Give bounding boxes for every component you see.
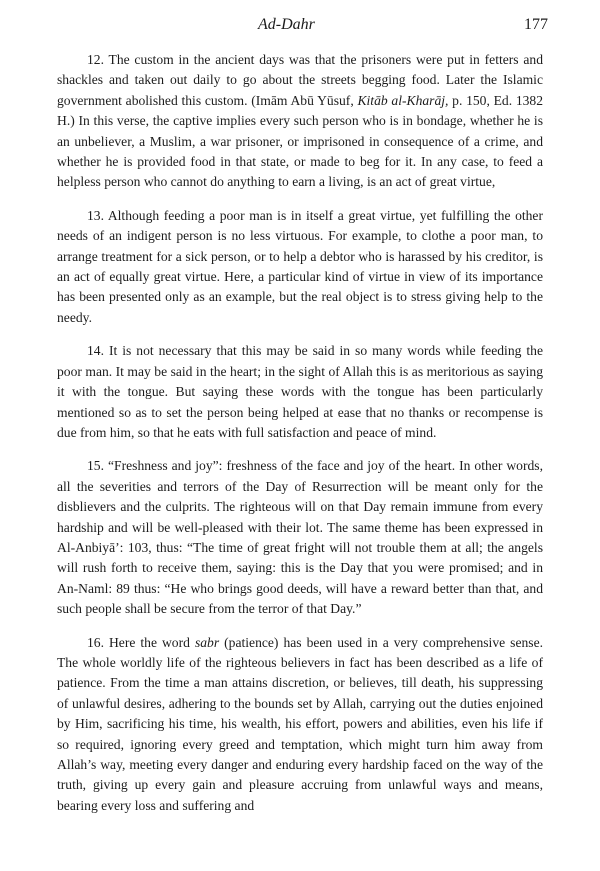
- note-16-text-start: 16. Here the word: [87, 634, 195, 650]
- note-16-term: sabr: [194, 634, 220, 650]
- note-12-text-end: p. 150, Ed. 1382 H.) In this verse, the captive implies every such person who is in bondage, whether he is an unbeliever, a Muslim, a war prisoner, or imprisoned in consequence of a crime, and whether he is provided food in that state, or made to beg for it. In any case, to feed a helpless person who cannot do anything to earn a living, is an act of great virtue,: [57, 92, 544, 190]
- page-header: [0, 9, 600, 39]
- body-text: [57, 50, 543, 816]
- note-12-text-start: 12. The custom in the ancient days was that the prisoners were put in fetters and shackles and taken out daily to go about the streets begging food. Later the Islamic government abolished this custom. (Imām Abū Yūsuf,: [57, 52, 543, 108]
- note-15-paragraph: 15. “Freshness and joy”: freshness of the face and joy of the heart. In other words, all the severities and terrors of the Day of Resurrection will be meant only for the disblievers and the culprits. The righteous will on that Day remain immune from every hardship and will be well-pleased with their lot. The same theme has been expressed in Al-Anbiyā’: 103, thus: “The time of great fright will not trouble them at all; the angels will rush forth to receive them, saying: this is the Day that you were promised; and in An-Naml: 89 thus: “He who brings good deeds, will have a reward better than that, and such people shall be secure from the terror of that Day.”: [57, 458, 543, 617]
- note-12-paragraph: [57, 50, 543, 193]
- note-12-book-reference: Kitāb al-Kharāj,: [357, 92, 449, 108]
- note-16-paragraph: [57, 633, 543, 817]
- running-title: Ad-Dahr: [258, 16, 315, 33]
- note-13-paragraph: 13. Although feeding a poor man is in itself a great virtue, yet fulfilling the other needs of an indigent person is no less virtuous. For example, to clothe a poor man, to arrange treatment for a sick person, or to help a debtor who is harassed by his creditor, is an act of equally great virtue. Here, a particular kind of virtue in view of its importance has been presented only as an example, but the real object is to stress giving help to the needy.: [57, 207, 543, 325]
- page-number: 177: [524, 16, 548, 33]
- note-16-text-end: (patience) has been used in a very comprehensive sense. The whole worldly life of the righteous believers in fact has been described as a life of patience. From the time a man attains discretion, or believes, till death, his suppressing of unlawful desires, adhering to the bounds set by Allah, carrying out the duties enjoined by Him, sacrificing his time, his wealth, his effort, powers and abilities, even his life if so required, ignoring every greed and temptation, which might turn him away from Allah’s way, meeting every danger and enduring every hardship faced on the way of the truth, giving up every gain and pleasure accruing from unlawful ways and means, bearing every loss and suffering and: [57, 634, 544, 813]
- note-14-paragraph: 14. It is not necessary that this may be said in so many words while feeding the poor man. It may be said in the heart; in the sight of Allah this is as meritorious as saying it with the tongue. But saying these words with the tongue has been particularly mentioned so as to set the person being helped at ease that no thanks or recompense is due from him, so that he eats with full satisfaction and peace of mind.: [57, 343, 543, 440]
